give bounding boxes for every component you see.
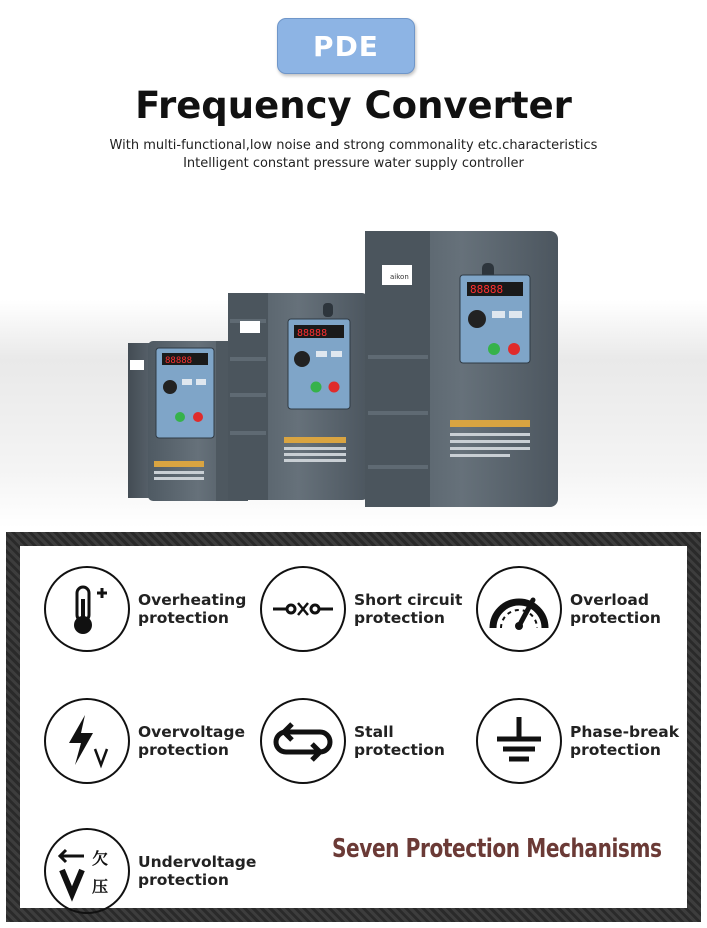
frequency-converter-illustration: [120, 225, 580, 515]
protection-item-overheating: [44, 566, 246, 652]
gauge-icon: [476, 566, 562, 652]
brand-badge: PDE: [277, 18, 415, 74]
short-circuit-icon: [260, 566, 346, 652]
converter-large: [365, 231, 558, 507]
protection-item-phase-break: [476, 698, 679, 784]
undervoltage-icon: [44, 828, 130, 914]
protection-label: Short circuit protection: [354, 591, 463, 627]
protection-label: Undervoltage protection: [138, 853, 257, 889]
undervoltage-char-top: 欠: [92, 849, 109, 868]
protection-label: Phase-break protection: [570, 723, 680, 759]
protection-item-overload: [476, 566, 661, 652]
protection-item-overvoltage: [44, 698, 245, 784]
protection-label: Stall protection: [354, 723, 445, 759]
page-title: Frequency Converter: [135, 84, 572, 127]
svg-text:aikon: aikon: [390, 273, 409, 281]
protection-panel: [6, 532, 701, 922]
protection-label: Overvoltage protection: [138, 723, 245, 759]
protection-headline: Seven Protection Mechanisms: [332, 834, 662, 864]
protection-item-short-circuit: [260, 566, 462, 652]
protection-panel-inner: [20, 546, 687, 908]
product-image-group: [120, 225, 580, 519]
thermometer-plus-icon: [44, 566, 130, 652]
protection-item-undervoltage: [44, 828, 256, 914]
svg-text:88888: 88888: [470, 283, 504, 296]
protection-item-stall: [260, 698, 445, 784]
protection-label: Overload protection: [570, 591, 661, 627]
svg-text:88888: 88888: [165, 356, 193, 366]
subtitle-features: With multi-functional,low noise and strong commonality etc.characteristics: [109, 138, 598, 153]
subtitle-controller: Intelligent constant pressure water supply controller: [183, 156, 524, 171]
stall-arrows-icon: [260, 698, 346, 784]
protection-label: Overheating protection: [138, 591, 247, 627]
undervoltage-char-bottom: 压: [92, 877, 109, 896]
svg-text:88888: 88888: [297, 328, 328, 339]
lightning-v-icon: [44, 698, 130, 784]
ground-icon: [476, 698, 562, 784]
converter-medium: [228, 293, 368, 500]
